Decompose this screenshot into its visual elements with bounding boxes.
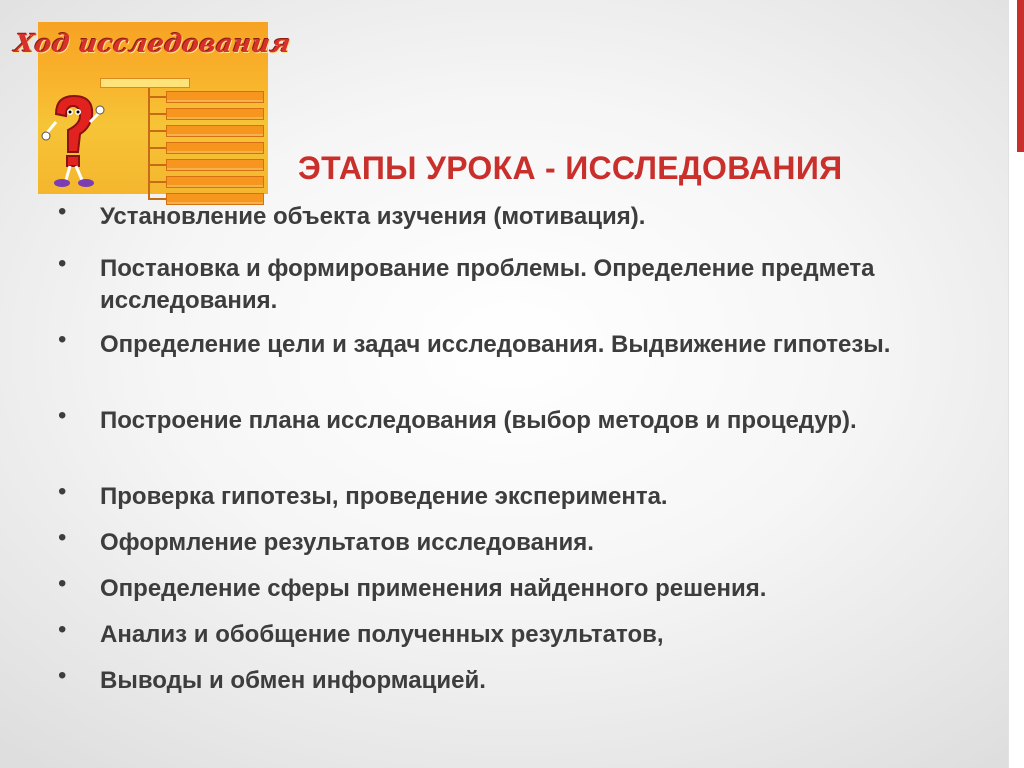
bullet-text: Оформление результатов исследования.: [100, 529, 594, 556]
thumbnail-connector: [148, 96, 166, 98]
bullet-text: Определение сферы применения найденного решения.: [100, 575, 767, 602]
slide-title: ЭТАПЫ УРОКА - ИССЛЕДОВАНИЯ: [298, 150, 843, 186]
thumbnail-step-box: [166, 142, 264, 154]
bullet-dot: •: [58, 524, 67, 551]
slide-right-divider: [1008, 0, 1009, 768]
bullet-dot: •: [58, 478, 67, 505]
bullet-text: Постановка и формирование проблемы. Определение предмета исследования.: [100, 255, 875, 314]
thumbnail-connector: [148, 198, 166, 200]
thumbnail-connector: [148, 164, 166, 166]
thumbnail-connector: [148, 88, 150, 200]
bullet-text: Анализ и обобщение полученных результатов,: [100, 621, 664, 648]
thumbnail-connector: [148, 181, 166, 183]
bullet-text: Построение плана исследования (выбор методов и процедур).: [100, 407, 857, 434]
thumbnail-step-box: [166, 125, 264, 137]
question-mark-character-icon: [42, 92, 104, 192]
bullet-dot: •: [58, 616, 67, 643]
bullet-dot: •: [58, 570, 67, 597]
bullet-dot: •: [58, 326, 67, 353]
bullet-dot: •: [58, 198, 67, 225]
research-process-thumbnail: [12, 22, 294, 194]
thumbnail-step-box: [166, 91, 264, 103]
thumbnail-connector: [148, 147, 166, 149]
thumbnail-step-box: [166, 108, 264, 120]
bullet-text: Выводы и обмен информацией.: [100, 667, 486, 694]
bullet-text: Определение цели и задач исследования. Выдвижение гипотезы.: [100, 331, 891, 358]
thumbnail-connector: [148, 113, 166, 115]
bullet-dot: •: [58, 250, 67, 277]
bullet-dot: •: [58, 402, 67, 429]
bullet-text: Проверка гипотезы, проведение эксперимента.: [100, 483, 668, 510]
thumbnail-title: Ход исследования: [12, 28, 294, 58]
thumbnail-connector: [148, 130, 166, 132]
thumbnail-step-box: [166, 176, 264, 188]
bullet-text: Установление объекта изучения (мотивация).: [100, 203, 646, 230]
slide-accent-bar: [1017, 0, 1024, 152]
thumbnail-root-box: [100, 78, 190, 88]
thumbnail-step-box: [166, 159, 264, 171]
bullet-dot: •: [58, 662, 67, 689]
